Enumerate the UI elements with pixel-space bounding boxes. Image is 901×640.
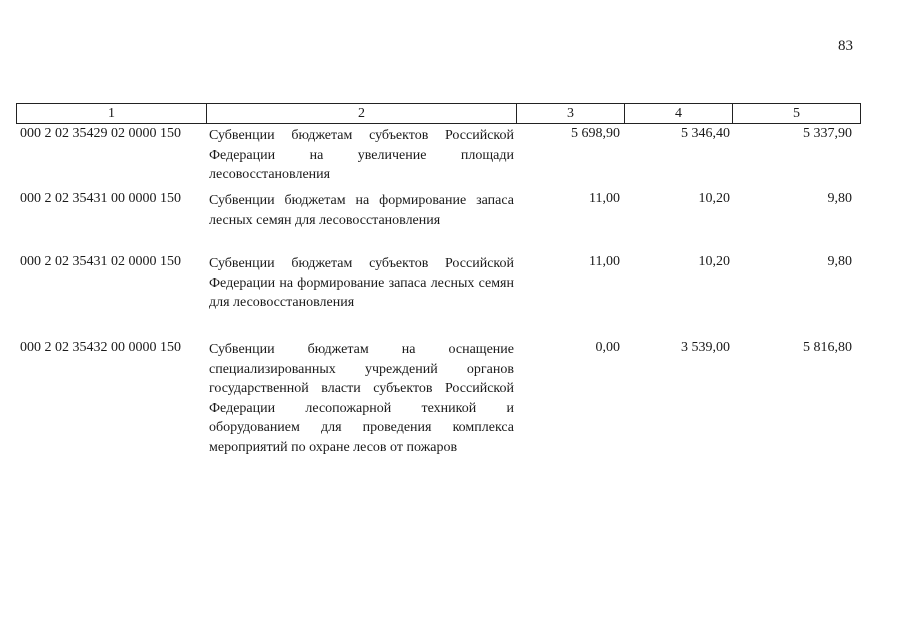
row-value-col3: 11,00	[589, 254, 620, 269]
row-description: Субвенции бюджетам субъектов Российской Федерации на увеличение площади лесовосстановления	[209, 128, 514, 182]
header-col-1: 1	[108, 106, 115, 121]
row-code: 000 2 02 35431 02 0000 150	[20, 254, 181, 269]
row-value-col5: 5 816,80	[803, 340, 852, 355]
header-col-3: 3	[516, 104, 624, 123]
row-code: 000 2 02 35429 02 0000 150	[20, 126, 181, 141]
row-value-col5: 9,80	[827, 254, 852, 269]
row-value-col4: 5 346,40	[681, 126, 730, 141]
row-description: Субвенции бюджетам на оснащение специализированных учреждений органов государственной власти субъектов Российской Федерации лесопожарной техникой и оборудованием для проведения комплекса мероприятий по охране лесов от пожаров	[209, 342, 514, 455]
header-col-5: 5	[732, 104, 860, 123]
row-code: 000 2 02 35431 00 0000 150	[20, 191, 181, 206]
row-value-col4: 10,20	[698, 191, 730, 206]
row-value-col4: 3 539,00	[681, 340, 730, 355]
row-description: Субвенции бюджетам на формирование запаса лесных семян для лесовосстановления	[209, 193, 514, 228]
row-value-col3: 0,00	[595, 340, 620, 355]
page-number: 83	[838, 38, 853, 54]
header-col-2: 2	[206, 104, 516, 123]
header-col-4: 4	[624, 104, 732, 123]
row-value-col4: 10,20	[698, 254, 730, 269]
row-description: Субвенции бюджетам субъектов Российской Федерации на формирование запаса лесных семян для лесовосстановления	[209, 256, 514, 310]
row-value-col5: 5 337,90	[803, 126, 852, 141]
row-value-col3: 11,00	[589, 191, 620, 206]
row-value-col3: 5 698,90	[571, 126, 620, 141]
row-value-col5: 9,80	[827, 191, 852, 206]
row-code: 000 2 02 35432 00 0000 150	[20, 340, 181, 355]
table-header	[16, 103, 861, 124]
